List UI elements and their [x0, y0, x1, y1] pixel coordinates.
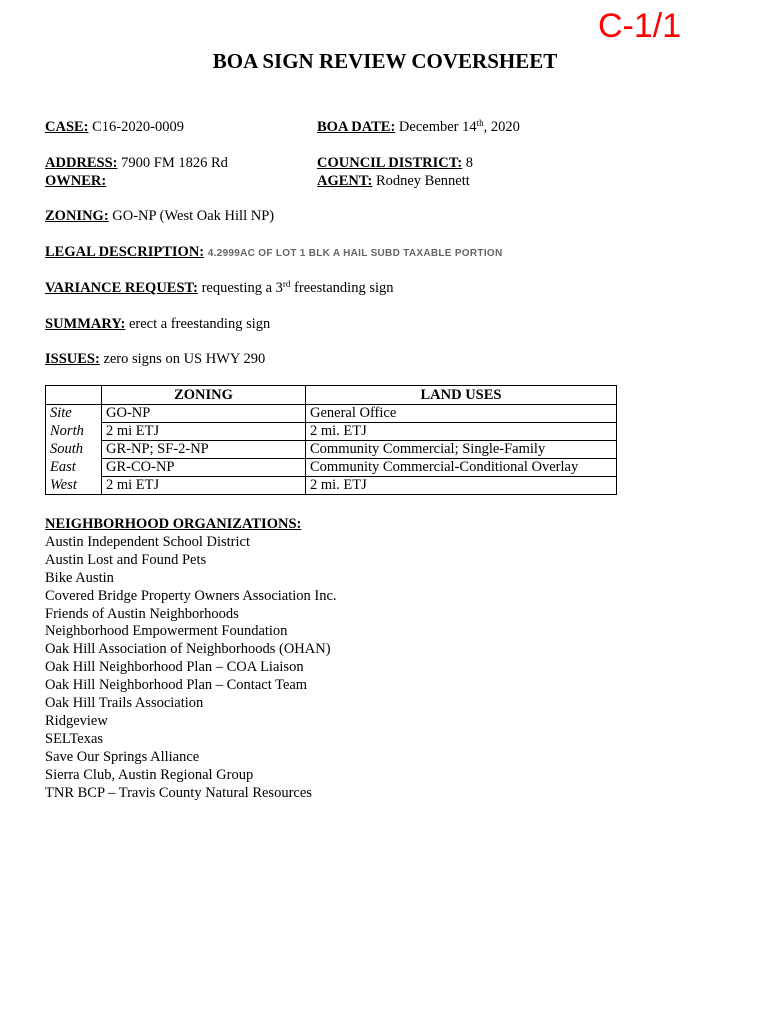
page-id-stamp: C-1/1 [598, 7, 682, 45]
header-zoning: ZONING [102, 386, 306, 405]
header-direction [46, 386, 102, 405]
variance-request-value: requesting a 3rd freestanding sign [201, 279, 394, 296]
row-direction: North [46, 423, 102, 441]
council-district-line [317, 154, 473, 172]
zoning-label: ZONING: [45, 208, 109, 224]
table-row [46, 423, 617, 441]
address-label: ADDRESS: [45, 155, 118, 171]
legal-description-value: 4.2999AC OF LOT 1 BLK A HAIL SUBD TAXABLE PORTION [207, 248, 503, 259]
list-item: Bike Austin [45, 569, 114, 586]
address-value: 7900 FM 1826 Rd [121, 155, 228, 171]
table-row [46, 405, 617, 423]
row-direction: East [46, 459, 102, 477]
row-land-use: Community Commercial-Conditional Overlay [306, 459, 617, 477]
owner-line [45, 172, 106, 190]
list-item: Covered Bridge Property Owners Association Inc. [45, 587, 337, 604]
agent-label: AGENT: [317, 173, 373, 189]
summary-line [45, 315, 270, 333]
table-row [46, 441, 617, 459]
zoning-table-header [46, 386, 617, 405]
case-value: C16-2020-0009 [92, 119, 184, 135]
list-item: Oak Hill Neighborhood Plan – Contact Team [45, 677, 308, 694]
issues-value: zero signs on US HWY 290 [103, 351, 266, 367]
variance-request-label: VARIANCE REQUEST: [45, 280, 198, 296]
list-item: SELTexas [45, 730, 104, 747]
case-line [45, 118, 184, 136]
table-row [46, 459, 617, 477]
list-item: Oak Hill Trails Association [45, 695, 204, 712]
list-item: TNR BCP – Travis County Natural Resources [45, 784, 312, 801]
legal-description-line [45, 243, 503, 263]
boa-date-value: December 14th, 2020 [398, 118, 520, 135]
row-land-use: Community Commercial; Single-Family [306, 441, 617, 459]
row-zoning: 2 mi ETJ [102, 423, 306, 441]
list-item: Oak Hill Association of Neighborhoods (OHAN) [45, 641, 331, 658]
list-item: Save Our Springs Alliance [45, 748, 200, 765]
row-direction: West [46, 477, 102, 495]
list-item: Neighborhood Empowerment Foundation [45, 623, 288, 640]
issues-label: ISSUES: [45, 351, 100, 367]
agent-value: Rodney Bennett [375, 173, 470, 189]
list-item: Sierra Club, Austin Regional Group [45, 766, 254, 783]
table-row [46, 477, 617, 495]
summary-value: erect a freestanding sign [128, 316, 271, 332]
row-direction: South [46, 441, 102, 459]
zoning-line [45, 207, 274, 225]
council-district-value: 8 [465, 155, 474, 171]
list-item: Ridgeview [45, 712, 108, 729]
list-item: Austin Independent School District [45, 533, 250, 550]
summary-label: SUMMARY: [45, 316, 126, 332]
agent-line [317, 172, 470, 190]
council-district-label: COUNCIL DISTRICT: [317, 155, 463, 171]
list-item: Austin Lost and Found Pets [45, 551, 207, 568]
boa-date-line [317, 118, 520, 136]
zoning-value: GO-NP (West Oak Hill NP) [112, 208, 275, 224]
variance-request-line [45, 279, 394, 297]
row-zoning: GR-CO-NP [102, 459, 306, 477]
neighborhood-organizations [45, 516, 337, 803]
row-land-use: General Office [306, 405, 617, 423]
row-zoning: 2 mi ETJ [102, 477, 306, 495]
row-direction: Site [46, 405, 102, 423]
row-land-use: 2 mi. ETJ [306, 477, 617, 495]
page-title: BOA SIGN REVIEW COVERSHEET [212, 49, 558, 73]
case-label: CASE: [45, 119, 89, 135]
header-land-uses: LAND USES [306, 386, 617, 405]
legal-description-label: LEGAL DESCRIPTION: [45, 244, 205, 260]
zoning-table [45, 385, 617, 495]
issues-line [45, 350, 265, 368]
row-zoning: GO-NP [102, 405, 306, 423]
row-land-use: 2 mi. ETJ [306, 423, 617, 441]
neighborhood-heading: NEIGHBORHOOD ORGANIZATIONS: [45, 516, 302, 532]
address-line [45, 154, 228, 172]
boa-date-label: BOA DATE: [317, 119, 396, 135]
owner-label: OWNER: [45, 173, 107, 189]
list-item: Friends of Austin Neighborhoods [45, 605, 239, 622]
list-item: Oak Hill Neighborhood Plan – COA Liaison [45, 659, 304, 676]
row-zoning: GR-NP; SF-2-NP [102, 441, 306, 459]
